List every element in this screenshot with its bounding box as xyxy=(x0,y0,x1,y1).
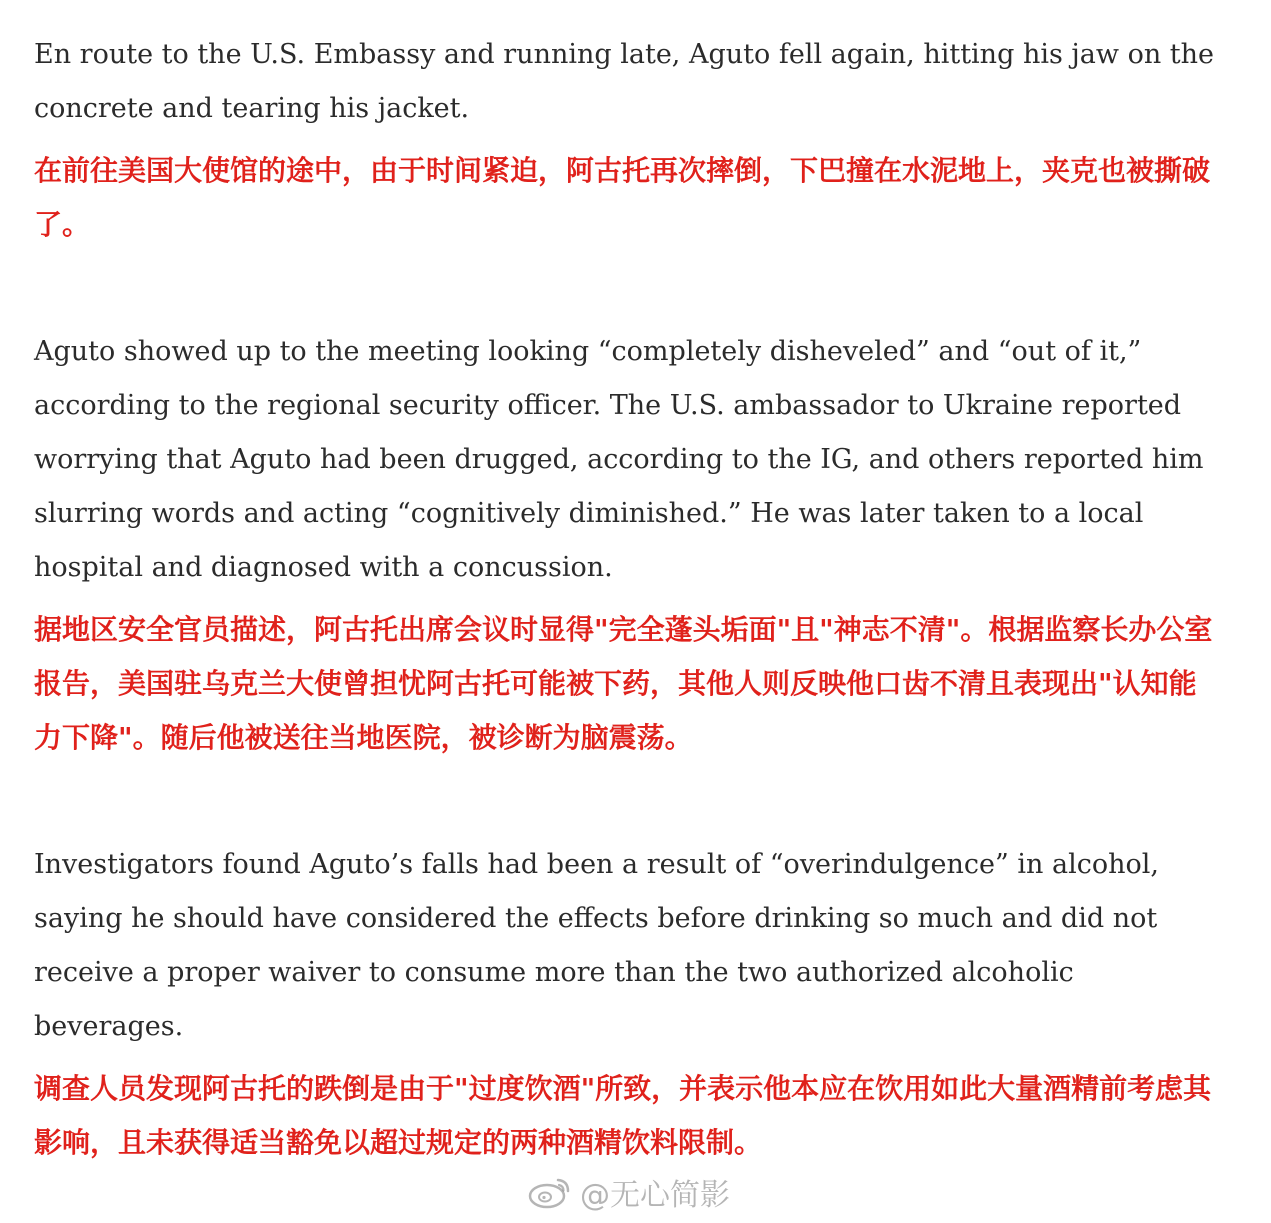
chinese-translation-3: 调查人员发现阿古托的跌倒是由于"过度饮酒"所致，并表示他本应在饮用如此大量酒精前考虑其影响，且未获得适当豁免以超过规定的两种酒精饮料限制。 xyxy=(34,1072,1212,1159)
weibo-logo-icon xyxy=(528,1174,572,1210)
chinese-translation-2: 据地区安全官员描述，阿古托出席会议时显得"完全蓬头垢面"且"神志不清"。根据监察长办公室报告，美国驻乌克兰大使曾担忧阿古托可能被下药，其他人则反映他口齿不清且表现出"认知能力下降"。随后他被送往当地医院，被诊断为脑震荡。 xyxy=(34,613,1213,754)
watermark-text: @无心简影 xyxy=(580,1178,730,1213)
english-paragraph-2: Aguto showed up to the meeting looking “completely disheveled” and “out of it,” according to the regional security officer. The U.S. ambassador to Ukraine reported worrying that Aguto had been drugged, according to the IG, and others reported him slurring words and acting “cognitively diminished.” He was later taken to a local hospital and diagnosed with a concussion. xyxy=(34,336,1204,583)
paragraph-3 xyxy=(34,838,1214,1170)
paragraph-1 xyxy=(34,28,1214,252)
chinese-translation-1: 在前往美国大使馆的途中，由于时间紧迫，阿古托再次摔倒，下巴撞在水泥地上，夹克也被撕破了。 xyxy=(34,154,1211,241)
watermark xyxy=(528,1170,730,1214)
english-paragraph-3: Investigators found Aguto’s falls had been a result of “overindulgence” in alcohol, saying he should have considered the effects before drinking so much and did not receive a proper waiver to consume more than the two authorized alcoholic beverages. xyxy=(34,849,1159,1042)
english-paragraph-1: En route to the U.S. Embassy and running late, Aguto fell again, hitting his jaw on the concrete and tearing his jacket. xyxy=(34,39,1215,124)
paragraph-2 xyxy=(34,325,1214,765)
